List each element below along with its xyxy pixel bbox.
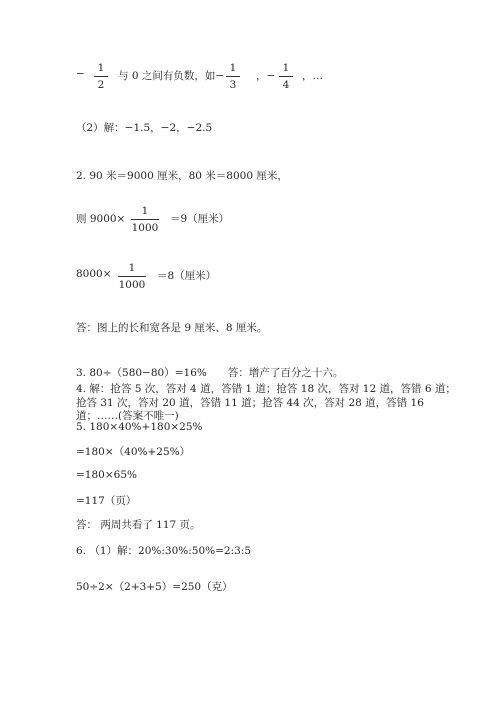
fraction-bar <box>94 76 108 77</box>
line-4-post: ＝9（厘米） <box>170 213 230 225</box>
fraction-denominator: 1000 <box>131 222 159 234</box>
fraction-numerator: 1 <box>282 62 290 74</box>
fraction-numerator: 1 <box>141 205 149 217</box>
fraction-bar <box>279 76 293 77</box>
line-4-pre: 则 9000× <box>76 213 126 225</box>
line-6: 答：图上的长和宽各是 9 厘米、8 厘米。 <box>76 322 268 334</box>
line-5-pre: 8000× <box>76 268 112 280</box>
fraction-denominator: 1000 <box>118 279 146 291</box>
minus-sign: − <box>76 68 85 80</box>
line-13: =180×65% <box>76 469 137 481</box>
fraction-bar <box>131 219 159 220</box>
fraction-numerator: 1 <box>97 62 105 74</box>
fraction-one-quarter <box>279 62 293 91</box>
fraction-one-thousandth <box>131 205 159 234</box>
line-10: 道；……(答案不唯一) <box>76 410 179 422</box>
line-17: 50÷2×（2+3+5）=250（克） <box>76 581 233 593</box>
line-2: （2）解：−1.5，−2，−2.5 <box>76 122 213 134</box>
line-11: 5. 180×40%+180×25% <box>76 421 203 433</box>
fraction-bar <box>118 276 146 277</box>
line-5-post: ＝8（厘米） <box>157 270 217 282</box>
line-1-text-a: 与 0 之间有负数，如− <box>118 70 225 82</box>
line-3: 2. 90 米＝9000 厘米，80 米＝8000 厘米， <box>76 170 288 182</box>
line-14: =117（页） <box>76 495 137 507</box>
fraction-numerator: 1 <box>229 62 237 74</box>
line-16: 6. （1）解：20%:30%:50%=2:3:5 <box>76 545 252 557</box>
fraction-one-third <box>226 62 240 91</box>
fraction-denominator: 4 <box>282 79 290 91</box>
line-9: 抢答 31 次，答对 20 道，答错 11 道；抢答 44 次，答对 28 道，答错 16 <box>76 397 424 409</box>
fraction-one-half <box>94 62 108 91</box>
fraction-denominator: 2 <box>97 79 105 91</box>
line-8: 4. 解：抢答 5 次，答对 4 道，答错 1 道；抢答 18 次，答对 12 道，答错 6 道； <box>76 383 456 395</box>
fraction-denominator: 3 <box>229 79 237 91</box>
line-15: 答： 两周共看了 117 页。 <box>76 519 201 531</box>
fraction-one-thousandth <box>118 262 146 291</box>
line-1-text-c: ，… <box>302 70 323 82</box>
line-7: 3. 80÷（580−80）=16% 答：增产了百分之十六。 <box>76 367 344 379</box>
fraction-bar <box>226 76 240 77</box>
line-1-text-b: ，− <box>256 70 276 82</box>
line-12: =180×（40%+25%） <box>76 446 191 458</box>
fraction-numerator: 1 <box>128 262 136 274</box>
